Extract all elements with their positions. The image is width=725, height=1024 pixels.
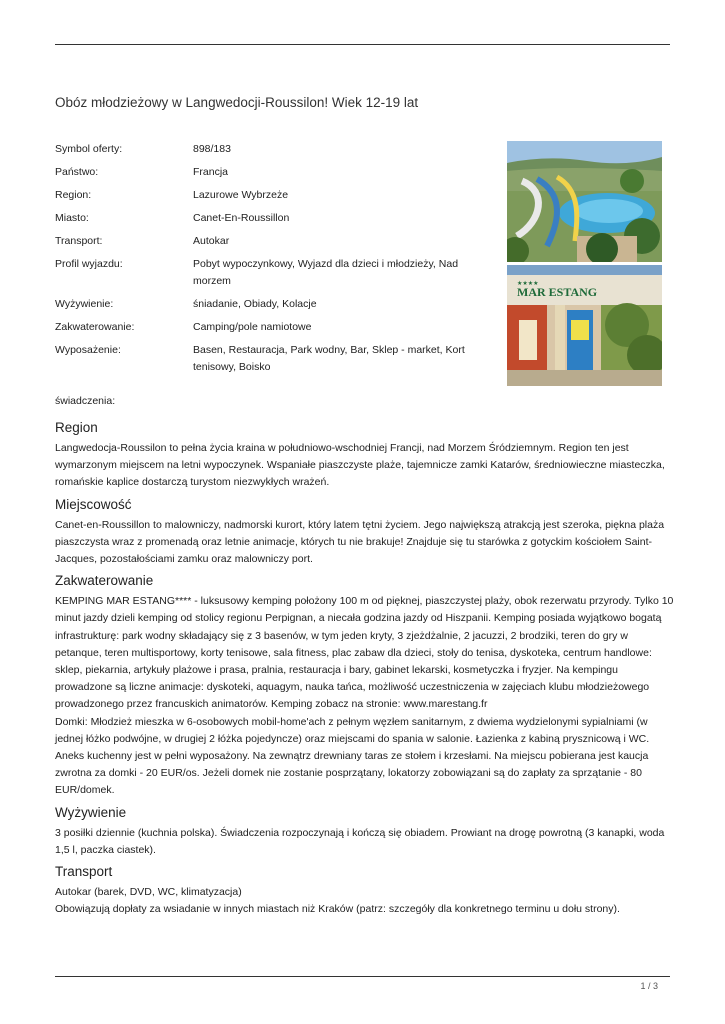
section-paragraph: Domki: Młodzież mieszka w 6-osobowych mobil-home'ach z pełnym węzłem sanitarnym, z dwiema wydzielonymi sypialniami (w jednej łóżko podwójne, w drugiej 2 łóżka pojedyncze) oraz miejscami do spania w salonie. Łazienka z kabiną prysznicową i WC. Aneks kuchenny jest w pełni wyposażony. Na zewnątrz drewniany taras ze stołem i krzesłami. Na miejscu pobierana jest kaucja zwrotna za domki - 20 EUR/os. Jeżeli domek nie zostanie posprzątany, lokatorzy zobowiązani są do zapłaty za sprzątanie - 80 EUR/domek. [55,715,650,797]
spec-row-city [55,210,495,227]
spec-label: Wyposażenie: [55,344,121,356]
offer-specs-table [55,141,495,382]
section-heading: Zakwaterowanie [55,573,154,589]
section-heading: Region [55,420,98,435]
page-number: 1 / 3 [640,981,658,991]
section-meals [55,804,675,859]
section-paragraph: 3 posiłki dziennie (kuchnia polska). Świadczenia rozpoczynają i kończą się obiadem. Prowiant na drogę powrotną (3 kanapki, woda 1,5 l, paczka ciastek). [55,826,665,856]
spec-row-symbol [55,141,495,158]
camping-entrance-photo [507,265,662,386]
section-accommodation [55,572,675,799]
spec-row-region [55,187,495,204]
section-heading: Transport [55,864,113,880]
spec-value: Autokar [193,235,230,247]
section-location [55,496,675,569]
spec-value: śniadanie, Obiady, Kolacje [193,298,317,310]
spec-value: Canet-En-Roussillon [193,212,290,224]
page-title: Obóz młodzieżowy w Langwedocji-Roussilon! Wiek 12-19 lat [55,95,419,110]
spec-value: Francja [193,166,229,178]
benefits-label: świadczenia: [55,395,116,407]
spec-value: Basen, Restauracja, Park wodny, Bar, Sklep - market, Kort tenisowy, Boisko [193,344,465,373]
spec-value: 898/183 [193,143,231,155]
spec-row-transport [55,233,495,250]
section-paragraph: Autokar (barek, DVD, WC, klimatyzacja) [55,886,242,899]
section-heading: Wyżywienie [55,804,127,820]
spec-value: Pobyt wypoczynkowy, Wyjazd dla dzieci i młodzieży, Nad morzem [193,258,459,287]
sign-text: MAR ESTANG [517,285,598,299]
section-paragraph: Langwedocja-Roussilon to pełna życia kraina w południowo-wschodniej Francji, nad Morzem Śródziemnym. Region ten jest wymarzonym miejscem na letni wypoczynek. Wspaniałe piaszczyste plaże, tajemnicze zamki Katarów, średniowieczne miasteczka, romańskie kaplice dostarczą turystom niezwykłych wrażeń. [55,442,665,489]
spec-row-profile [55,256,495,290]
spec-row-amenities [55,342,495,376]
description-body [55,419,675,922]
spec-label: Miasto: [55,212,89,224]
spec-row-meals [55,296,495,313]
sign-stars-icon: ★★★★ [517,280,539,287]
entrance-illustration [507,265,662,386]
waterpark-illustration [507,141,662,262]
spec-value: Lazurowe Wybrzeże [193,189,289,201]
spec-row-country [55,164,495,181]
section-paragraph: Obowiązują dopłaty za wsiadanie w innych miastach niż Kraków (patrz: szczegóły dla konkretnego terminu u dołu strony). [55,903,620,916]
section-transport [55,863,675,918]
spec-label: Profil wyjazdu: [55,258,123,270]
bottom-rule [55,976,670,977]
section-paragraph: Canet-en-Roussillon to malowniczy, nadmorski kurort, który latem tętni życiem. Jego największą atrakcją jest szeroka, piękna plaża piaszczysta wraz z promenadą oraz letnie animacje, których tu nie brakuje! Znajduje się tu starówka z gotyckim kościołem Saint-Jacques, pozostałościami zamku oraz malowniczy port. [55,518,665,566]
spec-label: Region: [55,189,92,201]
section-paragraph: KEMPING MAR ESTANG**** - luksusowy kemping położony 100 m od pięknej, piaszczystej plaży, obok rezerwatu przyrody. Tylko 10 minut jazdy dzieli kemping od stolicy regionu Perpignan, a niecała godzina jazdy od Hiszpanii. Kemping posiada wyjątkowo bogatą infrastrukturę: park wodny składający się z 3 basenów, w tym jeden kryty, 3 zjeżdżalnie, 2 jacuzzi, 2 brodziki, teren do gry w petanque, teren multisportowy, korty tenisowe, sala fitness, plac zabaw dla dzieci, stoły do tenisa, dyskoteka, centrum handlowe: sklep, piekarnia, artykuły plażowe i prasa, pralnia, restauracja i bary, gabinet lekarski, kosmetyczka i fryzjer. Na kempingu prowadzone są liczne animacje: dyskoteki, aquagym, nauka tańca, możliwość uczestniczenia w zajęciach klubu młodzieżowego prowadzonego przez francuskich animatorów. Kemping zobacz na stronie: www.marestang.fr [55,595,674,711]
spec-label: Symbol oferty: [55,143,123,155]
section-region [55,419,675,492]
section-heading: Miejscowość [55,496,132,512]
spec-label: Państwo: [55,166,99,178]
waterpark-photo [507,141,662,262]
spec-label: Wyżywienie: [55,298,114,310]
spec-label: Zakwaterowanie: [55,321,135,333]
spec-value: Camping/pole namiotowe [193,321,312,333]
spec-label: Transport: [55,235,103,247]
spec-row-accommodation [55,319,495,336]
top-rule [55,44,670,45]
